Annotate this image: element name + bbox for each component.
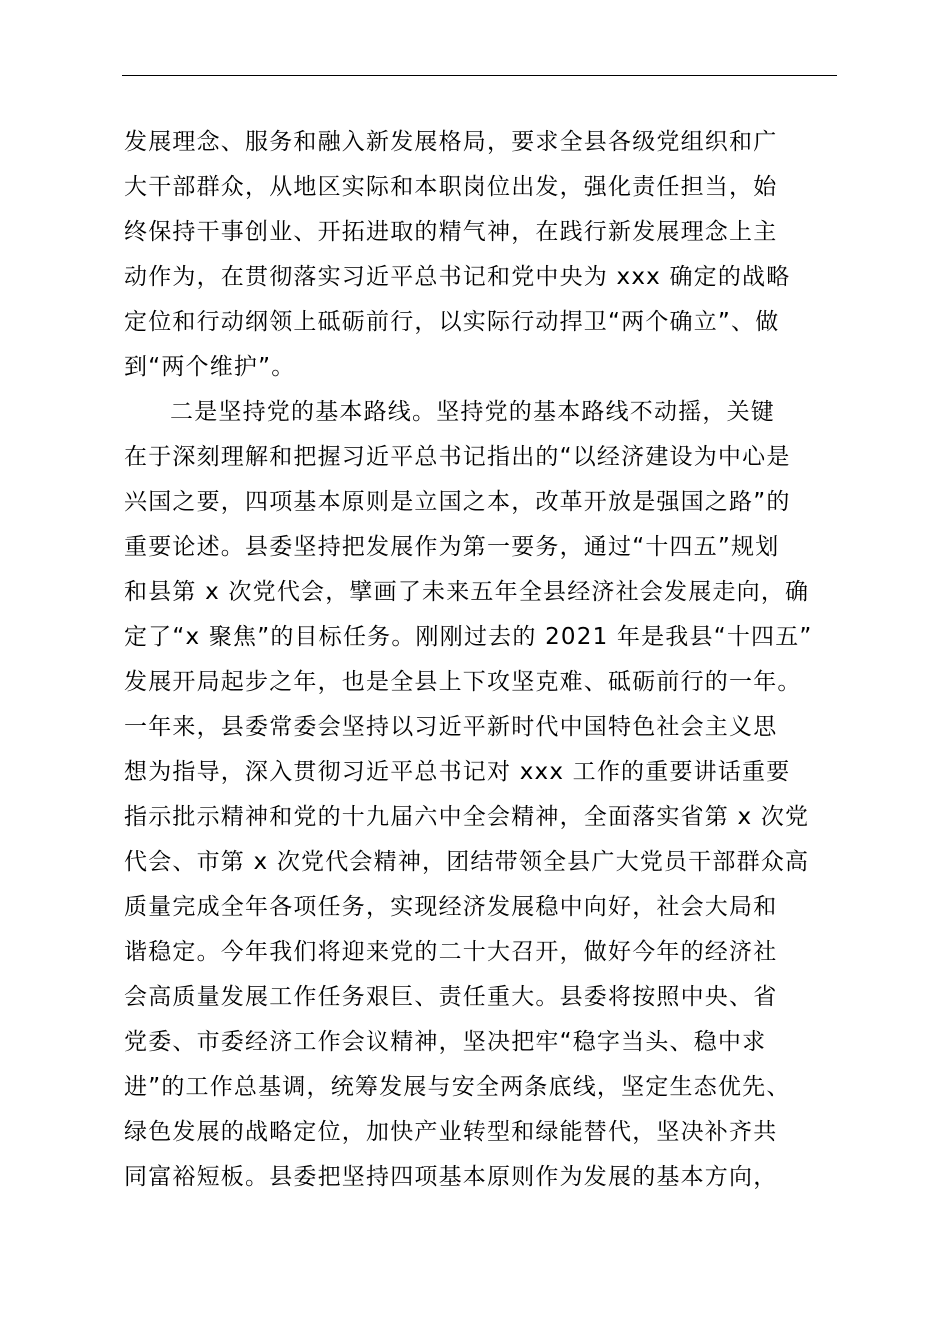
text-line: 兴国之要，四项基本原则是立国之本，改革开放是强国之路”的 — [124, 489, 791, 515]
text-line: 在于深刻理解和把握习近平总书记指出的“以经济建设为中心是 — [124, 444, 791, 470]
text-line: 到“两个维护”。 — [124, 354, 296, 380]
header-rule — [122, 75, 837, 76]
paragraph-first-line: 二是坚持党的基本路线。坚持党的基本路线不动摇，关键 — [170, 399, 775, 425]
text-line: 谐稳定。今年我们将迎来党的二十大召开，做好今年的经济社 — [124, 939, 778, 965]
text-line: 想为指导，深入贯彻习近平总书记对 xxx 工作的重要讲话重要 — [124, 759, 791, 785]
text-line: 定位和行动纲领上砥砺前行，以实际行动捍卫“两个确立”、做 — [124, 309, 780, 335]
text-line: 一年来，县委常委会坚持以习近平新时代中国特色社会主义思 — [124, 714, 778, 740]
text-line: 定了“x 聚焦”的目标任务。刚刚过去的 2021 年是我县“十四五” — [124, 624, 813, 650]
text-line: 绿色发展的战略定位，加快产业转型和绿能替代，坚决补齐共 — [124, 1119, 778, 1145]
text-line: 和县第 x 次党代会，擘画了未来五年全县经济社会发展走向，确 — [124, 579, 810, 605]
text-line: 会高质量发展工作任务艰巨、责任重大。县委将按照中央、省 — [124, 984, 778, 1010]
text-line: 发展理念、服务和融入新发展格局，要求全县各级党组织和广 — [124, 129, 778, 155]
text-line: 动作为，在贯彻落实习近平总书记和党中央为 xxx 确定的战略 — [124, 264, 791, 290]
document-body — [124, 120, 836, 1200]
text-line: 进”的工作总基调，统筹发展与安全两条底线，坚定生态优先、 — [124, 1074, 791, 1100]
text-line: 质量完成全年各项任务，实现经济发展稳中向好，社会大局和 — [124, 894, 778, 920]
text-line: 指示批示精神和党的十九届六中全会精神，全面落实省第 x 次党 — [124, 804, 810, 830]
text-line: 党委、市委经济工作会议精神，坚决把牢“稳字当头、稳中求 — [124, 1029, 767, 1055]
text-line: 大干部群众，从地区实际和本职岗位出发，强化责任担当，始 — [124, 174, 778, 200]
text-line: 代会、市第 x 次党代会精神，团结带领全县广大党员干部群众高 — [124, 849, 810, 875]
text-line: 重要论述。县委坚持把发展作为第一要务，通过“十四五”规划 — [124, 534, 780, 560]
text-line: 同富裕短板。县委把坚持四项基本原则作为发展的基本方向， — [124, 1164, 778, 1190]
text-line: 终保持干事创业、开拓进取的精气神，在践行新发展理念上主 — [124, 219, 778, 245]
text-line: 发展开局起步之年，也是全县上下攻坚克难、砥砺前行的一年。 — [124, 669, 802, 695]
